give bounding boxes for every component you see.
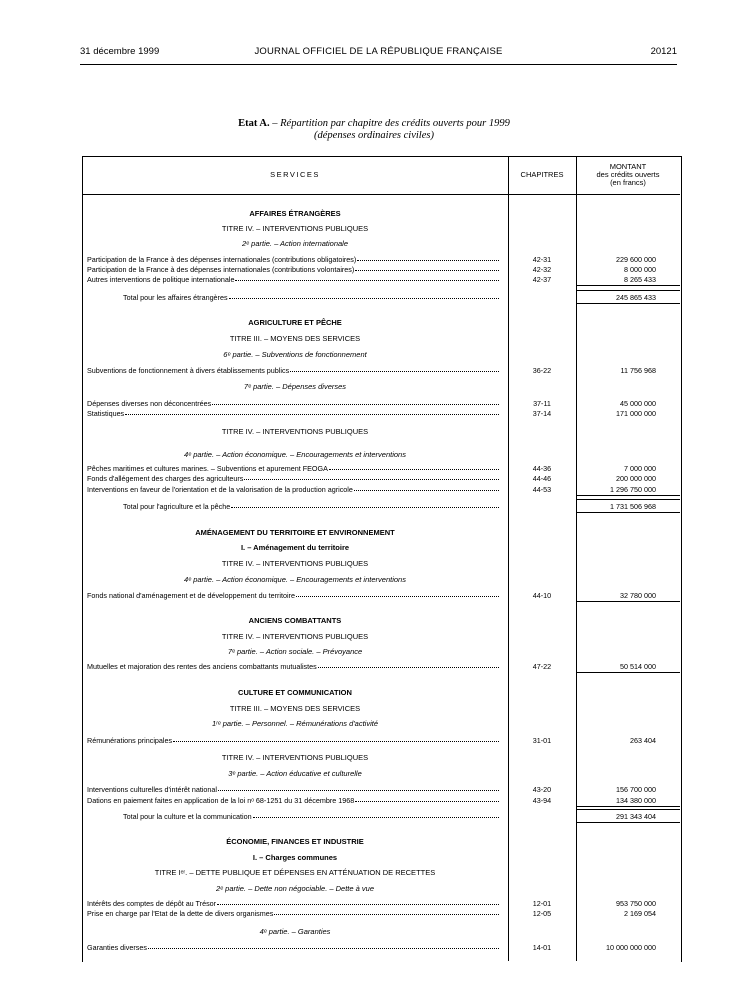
- total-amount: 1 731 506 968: [610, 502, 656, 511]
- label-text: Participation de la France à des dépenses internationales (contributions obligatoires): [87, 255, 357, 264]
- column-header-chapitres: CHAPITRES: [520, 170, 564, 179]
- title-etat: Etat A.: [238, 118, 270, 129]
- chapter-number: 37-11: [533, 399, 551, 408]
- credit-amount: 134 380 000: [616, 796, 656, 805]
- credit-amount: 200 000 000: [616, 474, 656, 483]
- total-rule: [576, 512, 680, 513]
- line-label: [87, 661, 499, 672]
- subtotal-rule: [576, 285, 680, 286]
- label-text: Garanties diverses: [87, 943, 147, 952]
- credit-amount: 229 600 000: [616, 255, 656, 264]
- line-label: [87, 784, 499, 795]
- line-label: [87, 484, 499, 495]
- line-label: [87, 473, 499, 484]
- partie-heading: 7ᵉ partie. – Action sociale. – Prévoyance: [227, 647, 363, 656]
- credit-amount: 171 000 000: [616, 409, 656, 418]
- section-heading: ÉCONOMIE, FINANCES ET INDUSTRIE: [226, 837, 364, 846]
- titre-heading: TITRE IV. – INTERVENTIONS PUBLIQUES: [221, 427, 369, 436]
- title-main: Répartition par chapitre des crédits ouverts pour 1999: [280, 118, 510, 129]
- dot-leader: [235, 274, 499, 281]
- dot-leader: [218, 784, 499, 791]
- total-rule: [576, 822, 680, 823]
- label-text: Participation de la France à des dépenses internationales (contributions volontaires): [87, 265, 355, 274]
- section-heading: I. – Aménagement du territoire: [240, 543, 350, 552]
- total-label: [123, 811, 499, 822]
- dot-leader: [290, 365, 499, 372]
- dot-leader: [217, 898, 499, 905]
- chapter-number: 44-36: [532, 464, 552, 473]
- label-text: Total pour la culture et la communication: [123, 812, 252, 821]
- section-heading: CULTURE ET COMMUNICATION: [238, 688, 352, 697]
- dot-leader: [318, 661, 499, 668]
- dot-leader: [231, 501, 499, 508]
- column-header-montant: [576, 156, 680, 194]
- credit-amount: 1 296 750 000: [610, 485, 656, 494]
- line-label: [87, 735, 499, 746]
- chapter-number: 43-20: [532, 785, 552, 794]
- total-rule: [576, 499, 680, 500]
- line-label: [87, 590, 499, 601]
- dot-leader: [329, 463, 499, 470]
- chapter-number: 12-05: [532, 909, 552, 918]
- chapter-number: 42-37: [532, 275, 552, 284]
- label-text: Interventions en faveur de l'orientation et de la valorisation de la production agricole: [87, 485, 353, 494]
- title-line-2: [0, 130, 748, 142]
- line-label: [87, 795, 499, 806]
- titre-heading: TITRE III. – MOYENS DES SERVICES: [229, 704, 361, 713]
- partie-heading: 7ᵉ partie. – Dépenses diverses: [243, 382, 347, 391]
- dot-leader: [296, 590, 499, 597]
- total-rule: [576, 601, 680, 602]
- label-text: Rémunérations principales: [87, 736, 173, 745]
- section-heading: I. – Charges communes: [252, 853, 338, 862]
- dot-leader: [357, 254, 499, 261]
- credit-amount: 8 265 433: [624, 275, 656, 284]
- table-header-divider: [82, 194, 680, 195]
- chapter-number: 43-94: [532, 796, 552, 805]
- chapter-number: 44-53: [532, 485, 552, 494]
- total-amount: 245 865 433: [616, 293, 656, 302]
- dot-leader: [148, 942, 499, 949]
- partie-heading: 4ᵉ partie. – Action économique. – Encouragements et interventions: [184, 575, 406, 584]
- partie-heading: 2ᵉ partie. – Action internationale: [241, 239, 349, 248]
- dot-leader: [354, 484, 499, 491]
- header-page-number: 20121: [650, 46, 677, 57]
- label-text: Prise en charge par l'Etat de la dette de divers organismes: [87, 909, 274, 918]
- total-label: [123, 501, 499, 512]
- label-text: Statistiques: [87, 409, 125, 418]
- total-rule: [576, 809, 680, 810]
- label-text: Total pour l'agriculture et la pêche: [123, 502, 231, 511]
- total-rule: [576, 672, 680, 673]
- label-text: Fonds national d'aménagement et de développement du territoire: [87, 591, 295, 600]
- label-text: Dations en paiement faites en application de la loi nᵒ 68-1251 du 31 décembre 1968: [87, 796, 355, 805]
- chapter-number: 44-46: [532, 474, 552, 483]
- header-date: 31 décembre 1999: [80, 46, 160, 57]
- section-heading: AGRICULTURE ET PÊCHE: [248, 318, 342, 327]
- partie-heading: 1ʳᵉ partie. – Personnel. – Rémunérations d'activité: [211, 719, 379, 728]
- section-heading: AMÉNAGEMENT DU TERRITOIRE ET ENVIRONNEMENT: [195, 528, 395, 537]
- credit-amount: 10 000 000 000: [606, 943, 656, 952]
- total-amount: 291 343 404: [616, 812, 656, 821]
- label-text: Mutuelles et majoration des rentes des anciens combattants mutualistes: [87, 662, 317, 671]
- chapter-number: 44-10: [532, 591, 552, 600]
- label-text: Pêches maritimes et cultures marines. – Subventions et apurement FEOGA: [87, 464, 328, 473]
- dot-leader: [244, 473, 499, 480]
- total-rule: [576, 290, 680, 291]
- total-label: [123, 292, 499, 303]
- chapter-number: 37-14: [532, 409, 552, 418]
- label-text: Fonds d'allégement des charges des agriculteurs: [87, 474, 244, 483]
- subtotal-rule: [576, 495, 680, 496]
- section-heading: ANCIENS COMBATTANTS: [248, 616, 342, 625]
- dot-leader: [173, 735, 499, 742]
- credit-amount: 2 169 054: [624, 909, 656, 918]
- header-journal-title: JOURNAL OFFICIEL DE LA RÉPUBLIQUE FRANÇAISE: [254, 46, 503, 57]
- chapter-number: 42-31: [532, 255, 552, 264]
- titre-heading: TITRE IV. – INTERVENTIONS PUBLIQUES: [221, 632, 369, 641]
- dot-leader: [355, 795, 499, 802]
- label-text: Dépenses diverses non déconcentrées: [87, 399, 212, 408]
- montant-header-line-3: (en francs): [610, 178, 646, 187]
- partie-heading: 3ᵉ partie. – Action éducative et culturelle: [228, 769, 362, 778]
- titre-heading: TITRE Iᵉʳ. – DETTE PUBLIQUE ET DÉPENSES EN ATTÉNUATION DE RECETTES: [154, 868, 436, 877]
- label-text: Autres interventions de politique internationale: [87, 275, 235, 284]
- montant-header-line-2: des crédits ouverts: [596, 170, 660, 179]
- chapter-number: 12-01: [532, 899, 552, 908]
- label-text: Interventions culturelles d'intérêt national: [87, 785, 218, 794]
- credit-amount: 32 780 000: [620, 591, 656, 600]
- titre-heading: TITRE III. – MOYENS DES SERVICES: [229, 334, 361, 343]
- partie-heading: 4ᵉ partie. – Action économique. – Encouragements et interventions: [184, 450, 406, 459]
- title-line-1: [0, 118, 748, 130]
- chapter-number: 14-01: [532, 943, 552, 952]
- line-label: [87, 942, 499, 953]
- chapter-number: 47-22: [532, 662, 552, 671]
- credit-amount: 50 514 000: [620, 662, 656, 671]
- chapter-number: 36-22: [532, 366, 552, 375]
- line-label: [87, 365, 499, 376]
- titre-heading: TITRE IV. – INTERVENTIONS PUBLIQUES: [221, 753, 369, 762]
- dot-leader: [229, 292, 499, 299]
- credit-amount: 8 000 000: [624, 265, 656, 274]
- label-text: Subventions de fonctionnement à divers établissements publics: [87, 366, 290, 375]
- total-rule: [576, 303, 680, 304]
- dot-leader: [125, 408, 499, 415]
- label-text: Intérêts des comptes de dépôt au Trésor: [87, 899, 217, 908]
- dot-leader: [274, 908, 499, 915]
- dot-leader: [212, 398, 499, 405]
- title-sub: (dépenses ordinaires civiles): [314, 130, 434, 141]
- credit-amount: 11 756 968: [620, 366, 656, 375]
- line-label: [87, 408, 499, 419]
- dot-leader: [355, 264, 499, 271]
- credit-amount: 156 700 000: [616, 785, 656, 794]
- line-label: [87, 274, 499, 285]
- chapter-number: 31-01: [532, 736, 552, 745]
- page-header: [80, 44, 677, 65]
- line-label: [87, 908, 499, 919]
- partie-heading: 4ᵉ partie. – Garanties: [259, 927, 331, 936]
- titre-heading: TITRE IV. – INTERVENTIONS PUBLIQUES: [221, 224, 369, 233]
- partie-heading: 2ᵉ partie. – Dette non négociable. – Dette à vue: [215, 884, 374, 893]
- credit-amount: 7 000 000: [624, 464, 656, 473]
- section-heading: AFFAIRES ÉTRANGÈRES: [249, 209, 341, 218]
- partie-heading: 6ᵉ partie. – Subventions de fonctionnement: [223, 350, 367, 359]
- column-header-services: SERVICES: [270, 170, 320, 179]
- titre-heading: TITRE IV. – INTERVENTIONS PUBLIQUES: [221, 559, 369, 568]
- title-dash: –: [269, 118, 281, 129]
- credit-amount: 263 404: [630, 736, 656, 745]
- credit-amount: 45 000 000: [620, 399, 656, 408]
- document-title: [0, 118, 748, 142]
- chapter-number: 42-32: [532, 265, 552, 274]
- montant-header-line-1: MONTANT: [609, 162, 647, 171]
- subtotal-rule: [576, 806, 680, 807]
- label-text: Total pour les affaires étrangères: [123, 293, 228, 302]
- credit-amount: 953 750 000: [616, 899, 656, 908]
- dot-leader: [253, 811, 499, 818]
